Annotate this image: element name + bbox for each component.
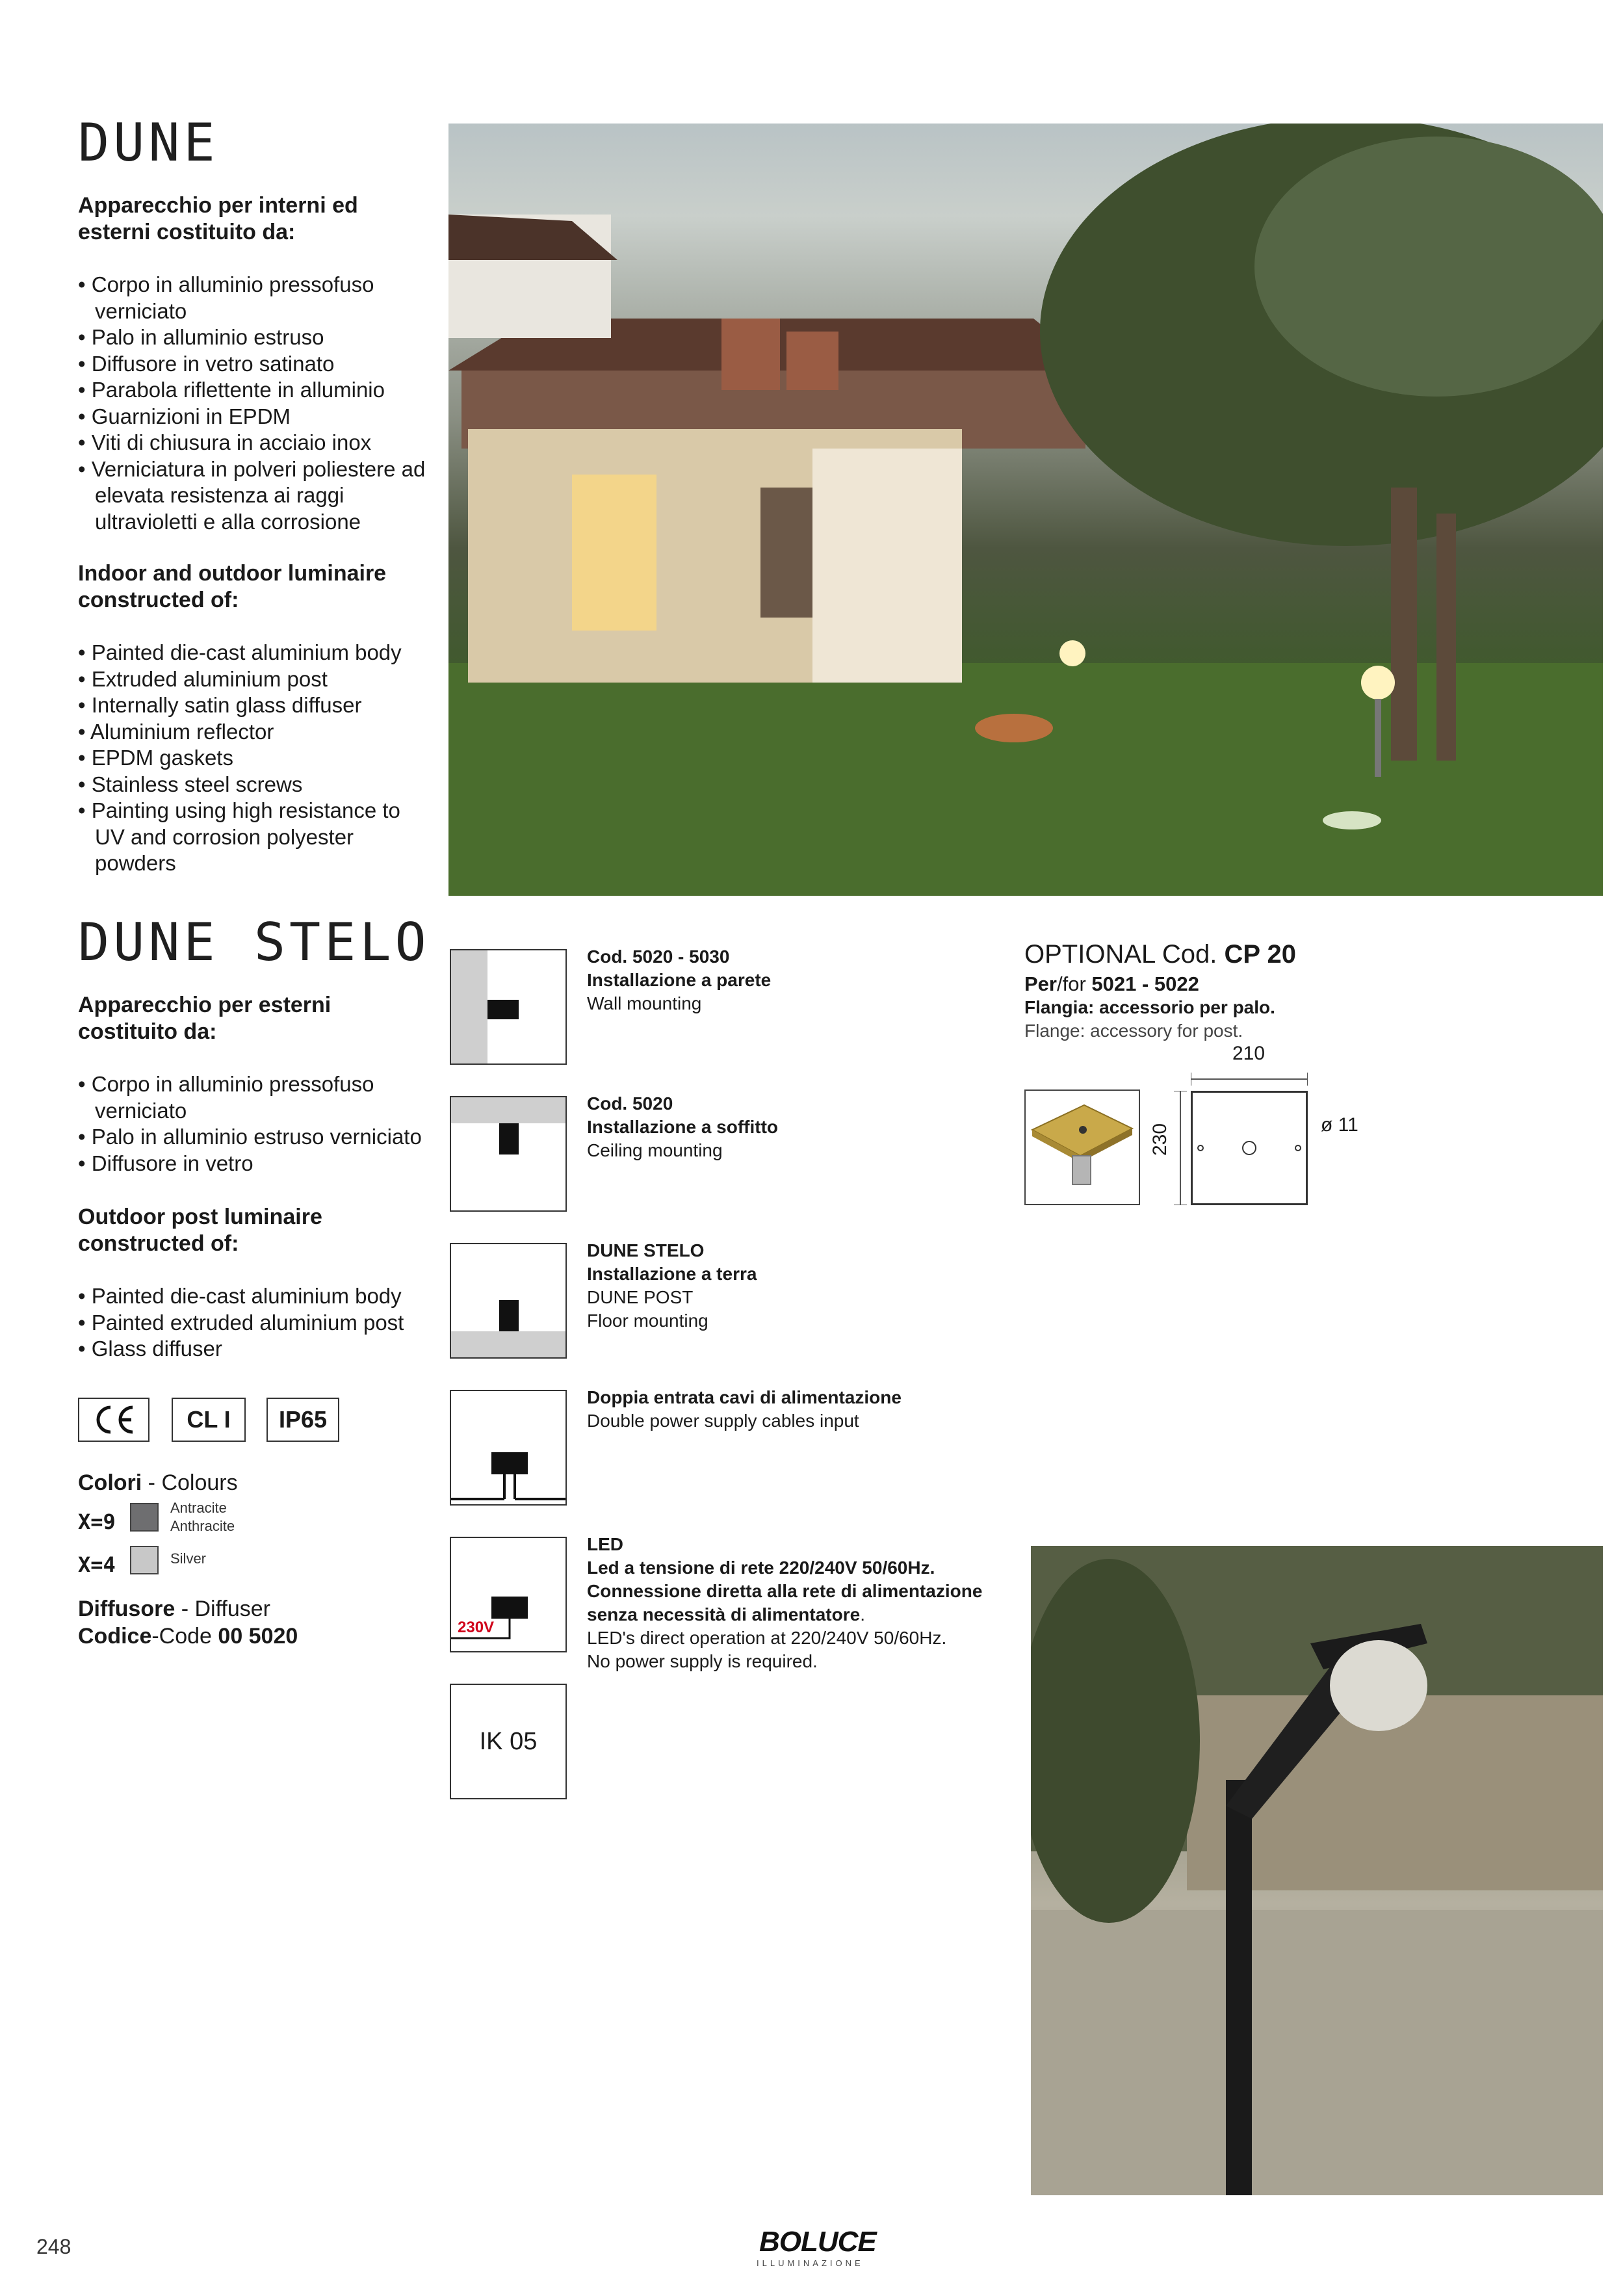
ce-mark-icon <box>91 1405 136 1435</box>
floor-mount-desc <box>587 1239 757 1333</box>
optional-per-codes: 5021 - 5022 <box>1091 972 1199 995</box>
double-cable-diagram <box>450 1390 567 1506</box>
floor-mount-label-it: Installazione a terra <box>587 1264 757 1284</box>
optional-per-en: /for <box>1056 972 1086 995</box>
house-garden-photo <box>448 124 1603 896</box>
optional-prefix: OPTIONAL Cod. <box>1024 940 1217 969</box>
led-bold-3: senza necessità di alimentatore <box>587 1604 861 1624</box>
colour-name-1-en: Anthracite <box>170 1518 235 1534</box>
ce-mark-badge <box>78 1398 149 1442</box>
flange-it: Flangia: accessorio per palo. <box>1024 997 1275 1017</box>
colour-name-1-it: Antracite <box>170 1500 227 1516</box>
dune-features-it <box>78 272 429 535</box>
ceiling-mount-label-en: Ceiling mounting <box>587 1140 723 1160</box>
diffuser-line <box>78 1597 270 1622</box>
dune-feature-it-item: • Corpo in alluminio pressofuso verniciato <box>78 272 429 324</box>
double-cable-desc <box>587 1386 902 1433</box>
dune-feature-en-item: • Aluminium reflector <box>78 719 429 746</box>
wall-mount-label-en: Wall mounting <box>587 993 702 1013</box>
led-diagram <box>450 1537 567 1652</box>
led-desc <box>587 1533 1029 1673</box>
ceiling-mount-label-it: Installazione a soffitto <box>587 1117 779 1137</box>
flange-photo <box>1024 1089 1140 1205</box>
page-number: 248 <box>36 2235 71 2258</box>
ip-badge: IP65 <box>266 1398 339 1442</box>
dune-title: DUNE <box>78 112 219 173</box>
optional-code: CP 20 <box>1224 940 1296 969</box>
dune-feature-it-item: • Diffusore in vetro satinato <box>78 351 429 378</box>
led-bold-3-wrap <box>587 1603 1029 1626</box>
dune-feature-it-item: • Viti di chiusura in acciaio inox <box>78 430 429 456</box>
stelo-intro-it: Apparecchio per esterni costituito da: <box>78 993 331 1044</box>
colours-heading <box>78 1470 238 1496</box>
stelo-features-en <box>78 1283 442 1363</box>
code-label-en: -Code <box>151 1624 212 1649</box>
diffuser-label-en: - Diffuser <box>181 1597 270 1621</box>
dune-feature-en-item: • Stainless steel screws <box>78 772 429 798</box>
ceiling-mount-diagram <box>450 1096 567 1212</box>
post-photo-art <box>1031 1546 1603 2195</box>
brand-subtitle: ILLUMINAZIONE <box>757 2258 864 2268</box>
stelo-feature-en-item: • Glass diffuser <box>78 1336 442 1363</box>
dune-intro-en: Indoor and outdoor luminaire constructed of: <box>78 561 387 612</box>
dune-feature-it-item: • Verniciatura in polveri poliestere ad elevata resistenza ai raggi ultravioletti e alla corrosione <box>78 456 429 536</box>
width-dimension: 210 <box>1232 1043 1266 1064</box>
silver-swatch <box>130 1546 159 1574</box>
colour-name-2: Silver <box>170 1550 207 1567</box>
dune-feature-en-item: • Painted die-cast aluminium body <box>78 640 429 666</box>
stelo-intro-en: Outdoor post luminaire constructed of: <box>78 1205 322 1256</box>
floor-mount-diagram <box>450 1243 567 1359</box>
dune-feature-it-item: • Guarnizioni in EPDM <box>78 404 429 430</box>
led-bold-1: Led a tensione di rete 220/240V 50/60Hz. <box>587 1558 935 1578</box>
led-bold-3-end: . <box>860 1604 865 1624</box>
floor-mount-label-en: Floor mounting <box>587 1311 708 1331</box>
dune-feature-en-item: • Extruded aluminium post <box>78 666 429 693</box>
wall-mount-diagram <box>450 949 567 1065</box>
flange-plate-icon <box>1026 1091 1139 1204</box>
width-dimension-line <box>1191 1066 1308 1086</box>
colour-code-2: X=4 <box>78 1552 116 1577</box>
colours-label-en: - Colours <box>148 1470 238 1495</box>
wall-mount-label-it: Installazione a parete <box>587 970 772 990</box>
flange-drawing-art <box>1193 1093 1306 1203</box>
dune-feature-en-item: • Painting using high resistance to UV and corrosion polyester powders <box>78 798 429 877</box>
optional-per <box>1024 972 1199 996</box>
dune-intro-it: Apparecchio per interni ed esterni costituito da: <box>78 193 358 244</box>
wall-mount-desc <box>587 945 771 1015</box>
post-light-photo <box>1031 1546 1603 2195</box>
ceiling-mount-code: Cod. 5020 <box>587 1093 673 1114</box>
dune-features-en <box>78 640 429 877</box>
brand-logo: BOLUCE <box>759 2226 876 2258</box>
floor-mount-product-en: DUNE POST <box>587 1287 694 1307</box>
diffuser-label-it: Diffusore <box>78 1597 175 1621</box>
stelo-feature-it-item: • Diffusore in vetro <box>78 1151 442 1177</box>
stelo-feature-it-item: • Corpo in alluminio pressofuso verniciato <box>78 1071 442 1124</box>
height-dimension: 230 <box>1149 1123 1171 1156</box>
stelo-feature-it-item: • Palo in alluminio estruso verniciato <box>78 1124 442 1151</box>
colours-label-it: Colori <box>78 1470 142 1495</box>
ceiling-mount-desc <box>587 1092 778 1162</box>
led-light-1: LED's direct operation at 220/240V 50/60Hz. <box>587 1628 947 1648</box>
led-title: LED <box>587 1534 623 1554</box>
led-light-2: No power supply is required. <box>587 1651 818 1671</box>
code-label-it: Codice <box>78 1624 152 1649</box>
stelo-features-it <box>78 1071 442 1177</box>
led-bold-2: Connessione diretta alla rete di alimentazione <box>587 1581 983 1601</box>
double-cable-icon <box>451 1391 565 1504</box>
hole-dimension: ø 11 <box>1321 1114 1358 1136</box>
floor-mount-product: DUNE STELO <box>587 1240 705 1260</box>
dune-feature-it-item: • Palo in alluminio estruso <box>78 324 429 351</box>
led-voltage-tag: 230V <box>458 1619 495 1636</box>
colour-code-1: X=9 <box>78 1509 116 1534</box>
dune-feature-en-item: • EPDM gaskets <box>78 745 429 772</box>
colour-name-1 <box>170 1499 235 1535</box>
class-badge: CL I <box>172 1398 246 1442</box>
dune-feature-it-item: • Parabola riflettente in alluminio <box>78 377 429 404</box>
ik-rating-box: IK 05 <box>450 1684 567 1799</box>
double-cable-label-en: Double power supply cables input <box>587 1411 859 1431</box>
stelo-feature-en-item: • Painted extruded aluminium post <box>78 1310 442 1337</box>
wall-mount-code: Cod. 5020 - 5030 <box>587 946 730 967</box>
house-photo-art <box>448 124 1603 896</box>
code-value: 00 5020 <box>218 1624 298 1649</box>
double-cable-label-it: Doppia entrata cavi di alimentazione <box>587 1387 902 1407</box>
optional-heading <box>1024 940 1296 969</box>
code-line <box>78 1624 298 1649</box>
optional-per-it: Per <box>1024 972 1057 995</box>
anthracite-swatch <box>130 1503 159 1532</box>
stelo-feature-en-item: • Painted die-cast aluminium body <box>78 1283 442 1310</box>
stelo-title: DUNE STELO <box>78 912 430 972</box>
flange-drawing <box>1191 1091 1308 1205</box>
flange-en: Flange: accessory for post. <box>1024 1021 1243 1041</box>
dune-feature-en-item: • Internally satin glass diffuser <box>78 692 429 719</box>
